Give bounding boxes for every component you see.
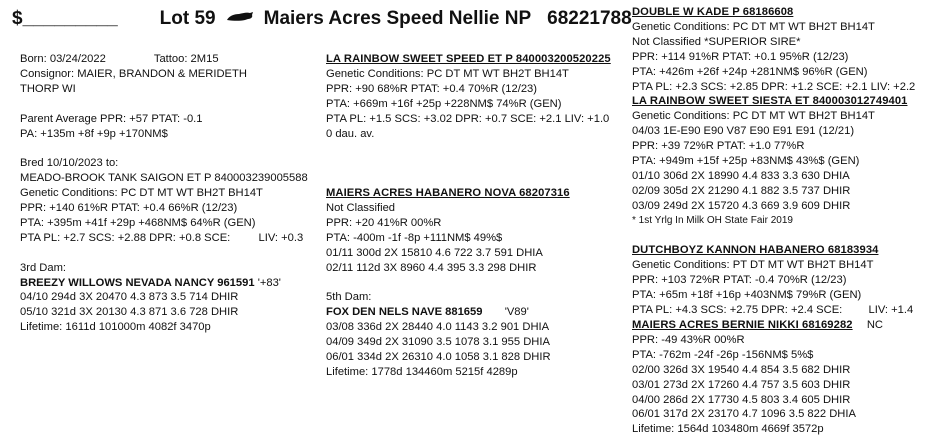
third-dam-name: BREEZY WILLOWS NEVADA NANCY 961591 [20,276,255,289]
grandparents-column [632,5,924,437]
maternal-granddam-pta: PTA: -762m -24f -26p -156NM$ 5%$ [632,348,814,361]
born-date: Born: 03/24/2022 [20,53,106,65]
price-blank: $_________ [12,8,118,29]
sire-pta: PTA: +669m +16f +25p +228NM$ 74%R (GEN) [326,97,562,110]
dam-name: MAIERS ACRES HABANERO NOVA 68207316 [326,187,570,200]
animal-name: Maiers Acres Speed Nellie NP [263,8,532,29]
third-dam-record: 05/10 321d 3X 20130 4.3 871 3.6 728 DHIR [20,306,239,319]
maternal-granddam-ppr: PPR: -49 43%R 00%R [632,333,745,346]
fifth-dam-lifetime: Lifetime: 1778d 134460m 5215f 4289p [326,365,518,378]
fifth-dam-label: 5th Dam: [326,291,372,304]
cow-silhouette-icon [226,7,254,19]
maternal-granddam-line [632,318,924,333]
parent-average-pa: PA: +135m +8f +9p +170NM$ [20,127,168,140]
maternal-grandsire-pta: PTA: +65m +18f +16p +403NM$ 79%R (GEN) [632,289,862,302]
parent-average: Parent Average PPR: +57 PTAT: -0.1 [20,112,203,125]
paternal-granddam-name: LA RAINBOW SWEET SIESTA ET 840003012749401 [632,95,908,108]
maternal-grandsire-pta-pl: PTA PL: +4.3 SCS: +2.75 DPR: +2.4 SCE: [632,304,843,317]
registration-number: 68221788 [547,8,632,29]
bred-liv: LIV: +0.3 [258,231,304,244]
maternal-granddam-record: 06/01 317d 2X 23170 4.7 1096 3.5 822 DHIA [632,408,856,421]
sire-daughters: 0 dau. av. [326,127,375,140]
dam-classification: Not Classified [326,202,396,215]
paternal-granddam-record: 01/10 306d 2X 18990 4.4 833 3.3 630 DHIA [632,169,850,182]
fifth-dam-score: 'V89' [504,306,529,319]
fifth-dam-name: FOX DEN NELS NAVE 881659 [326,306,483,319]
dam-record: 02/11 112d 3X 8960 4.4 395 3.3 298 DHIR [326,261,537,274]
dam-record: 01/11 300d 2X 15810 4.6 722 3.7 591 DHIA [326,246,543,259]
maternal-granddam-record: 02/00 326d 3X 19540 4.4 854 3.5 682 DHIR [632,363,851,376]
bred-sire-name: MEADO-BROOK TANK SAIGON ET P 840003239005588 [20,172,308,185]
maternal-granddam-classification: NC [866,319,883,332]
tattoo: Tattoo: 2M15 [153,53,219,65]
third-dam-lifetime: Lifetime: 1611d 101000m 4082f 3470p [20,321,211,334]
paternal-grandsire-pta: PTA: +426m +26f +24p +281NM$ 96%R (GEN) [632,65,868,78]
dam-ppr: PPR: +20 41%R 00%R [326,216,442,229]
maternal-grandsire-ppr: PPR: +103 72%R PTAT: -0.4 70%R (12/23) [632,274,847,287]
paternal-granddam-note: * 1st Yrlg In Milk OH State Fair 2019 [632,214,793,226]
bred-date: Bred 10/10/2023 to: [20,157,119,170]
animal-info-column [20,52,320,335]
maternal-granddam-record: 03/01 273d 2X 17260 4.4 757 3.5 603 DHIR [632,378,851,391]
third-dam-label: 3rd Dam: [20,261,67,274]
bred-pta: PTA: +395m +41f +29p +468NM$ 64%R (GEN) [20,216,256,229]
lot-number: Lot 59 [159,8,216,29]
paternal-grandsire-class: Not Classified *SUPERIOR SIRE* [632,35,801,48]
bred-pta-pl: PTA PL: +2.7 SCS: +2.88 DPR: +0.8 SCE: [20,231,231,244]
bred-genetic-conditions: Genetic Conditions: PC DT MT WT BH2T BH14T [20,187,263,200]
sire-ppr: PPR: +90 68%R PTAT: +0.4 70%R (12/23) [326,82,538,95]
born-tattoo-line [20,52,320,67]
fifth-dam-record: 04/09 349d 2X 31090 3.5 1078 3.1 955 DHIA [326,336,550,349]
consignor-line: Consignor: MAIER, BRANDON & MERIDETH [20,67,247,80]
fifth-dam-record: 03/08 336d 2X 28440 4.0 1143 3.2 901 DHIA [326,321,550,334]
sire-dam-column [326,52,626,380]
paternal-granddam-ppr: PPR: +39 72%R PTAT: +1.0 77%R [632,140,805,153]
paternal-grandsire-genetic: Genetic Conditions: PC DT MT WT BH2T BH14T [632,20,875,33]
maternal-granddam-name: MAIERS ACRES BERNIE NIKKI 68169282 [632,319,853,332]
third-dam-line [20,276,320,291]
maternal-grandsire-name: DUTCHBOYZ KANNON HABANERO 68183934 [632,244,879,257]
paternal-granddam-record: 03/09 249d 2X 15720 4.3 669 3.9 609 DHIR [632,199,851,212]
sire-name: LA RAINBOW SWEET SPEED ET P 840003200520225 [326,53,611,65]
consignor-location: THORP WI [20,82,76,95]
maternal-grandsire-genetic: Genetic Conditions: PT DT MT WT BH2T BH14T [632,259,874,272]
maternal-grandsire-liv: LIV: +1.4 [868,304,914,317]
dam-pta: PTA: -400m -1f -8p +111NM$ 49%$ [326,231,503,244]
paternal-granddam-class: 04/03 1E-E90 E90 V87 E90 E91 E91 (12/21) [632,125,855,138]
bred-ppr: PPR: +140 61%R PTAT: +0.4 66%R (12/23) [20,202,238,215]
fifth-dam-line [326,305,626,320]
paternal-grandsire-ppr: PPR: +114 91%R PTAT: +0.1 95%R (12/23) [632,50,849,63]
fifth-dam-record: 06/01 334d 2X 26310 4.0 1058 3.1 828 DHIR [326,351,551,364]
paternal-granddam-genetic: Genetic Conditions: PC DT MT WT BH2T BH14T [632,110,875,123]
sire-genetic-conditions: Genetic Conditions: PC DT MT WT BH2T BH14T [326,67,569,80]
paternal-grandsire-pta-pl: PTA PL: +2.3 SCS: +2.85 DPR: +1.2 SCE: +2.1 LIV: +2.2 [632,80,916,93]
third-dam-score: '+83' [257,276,281,289]
maternal-grandsire-pta-pl-line [632,303,924,318]
paternal-grandsire-name: DOUBLE W KADE P 68186608 [632,6,794,18]
maternal-granddam-record: 04/00 286d 2X 17730 4.5 803 3.4 605 DHIR [632,393,851,406]
maternal-granddam-lifetime: Lifetime: 1564d 103480m 4669f 3572p [632,423,824,436]
third-dam-record: 04/10 294d 3X 20470 4.3 873 3.5 714 DHIR [20,291,239,304]
sire-pta-pl: PTA PL: +1.5 SCS: +3.02 DPR: +0.7 SCE: +2.1 LIV: +1.0 [326,112,610,125]
bred-pta-pl-line [20,231,320,246]
sale-header [12,8,632,36]
paternal-granddam-pta: PTA: +949m +15f +25p +83NM$ 43%$ (GEN) [632,155,860,168]
paternal-granddam-record: 02/09 305d 2X 21290 4.1 882 3.5 737 DHIR [632,184,851,197]
